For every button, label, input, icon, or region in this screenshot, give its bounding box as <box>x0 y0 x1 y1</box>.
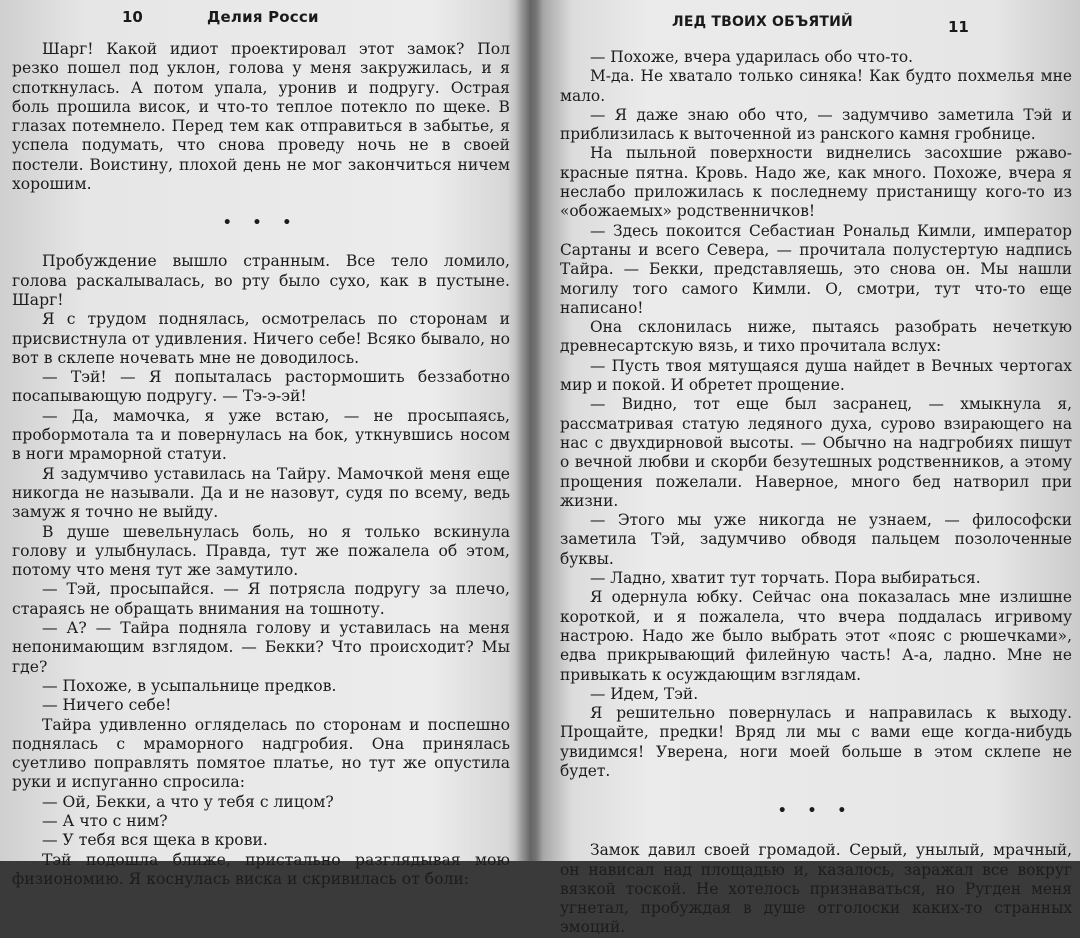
paragraph: — Идем, Тэй. <box>590 684 699 703</box>
paragraph: — Ой, Бекки, а что у тебя с лицом? <box>42 792 334 811</box>
paragraph-group <box>560 48 1072 781</box>
paragraph: Она склонилась ниже, пытаясь разобрать нечеткую древнесартскую вязь, и тихо прочитала вслух: <box>560 318 1072 356</box>
paragraph: Я задумчиво уставилась на Тайру. Мамочкой меня еще никогда не называли. Да и не назовут, судя по всему, ведь замуж я точно не выйду. <box>12 464 510 522</box>
paragraph: — Видно, тот еще был засранец, — хмыкнула я, рассматривая статую ледяного духа, сурово взирающего на нас с двухдирновой высоты. — Обычно на надгробиях пишут о вечной любви и скорби безутешных родственников, а этому прощения пожелали. Наверное, много бед натворил при жизни. <box>560 395 1072 510</box>
left-page-text <box>12 40 510 889</box>
right-page <box>560 0 1072 937</box>
paragraph: — Тэй, просыпайся. — Я потрясла подругу за плечо, стараясь не обращать внимания на тошноту. <box>12 580 510 618</box>
paragraph: — А? — Тайра подняла голову и уставилась на меня непонимающим взглядом. — Бекки? Что происходит? Мы где? <box>12 619 510 676</box>
paragraph: Тэй подошла ближе, пристально разглядывая мою физиономию. Я коснулась виска и скривилась от боли: <box>12 850 510 888</box>
left-page-header <box>12 4 510 30</box>
paragraph: — Ничего себе! <box>42 696 172 715</box>
section-break: • • • <box>777 803 855 820</box>
paragraph: — Я даже знаю обо что, — задумчиво заметила Тэй и приблизилась к выточенной из ранского камня гробнице. <box>560 105 1072 144</box>
book-gutter <box>515 0 543 861</box>
paragraph: Я решительно повернулась и направилась к выходу. Прощайте, предки! Вряд ли мы с вами еще когда-нибудь увидимся! Уверена, ноги моей больше в этом склепе не будет. <box>560 704 1072 780</box>
right-page-text <box>560 48 1072 938</box>
paragraph: Пробуждение вышло странным. Все тело ломило, голова раскалывалась, во рту было сухо, как в пустыне. Шарг! <box>12 252 510 309</box>
paragraph: Я с трудом поднялась, осмотрелась по сторонам и присвистнула от удивления. Ничего себе! Всяко бывало, но вот в склепе ночевать мне не доводилось. <box>12 310 510 367</box>
page-number: 11 <box>948 18 969 36</box>
paragraph: — У тебя вся щека в крови. <box>42 831 268 850</box>
running-header-title: ЛЕД ТВОИХ ОБЪЯТИЙ <box>672 14 853 30</box>
paragraph: Я одернула юбку. Сейчас она показалась мне излишне короткой, и я пожалела, что вчера поддалась игривому настрою. Надо же было выбрать этот «пояс с рюшечками», едва прикрывающий филейную часть! А-а, ладно. Мне не привыкать к осуждающим взглядам. <box>560 588 1072 684</box>
paragraph: На пыльной поверхности виднелись засохшие ржаво-красные пятна. Кровь. Надо же, как много. Похоже, вчера я неслабо приложилась к последнему пристанищу кого-то из «обожаемых» родственничков! <box>560 144 1072 221</box>
paragraph: — Тэй! — Я попыталась растормошить беззаботно посапывающую подругу. — Тэ-э-эй! <box>12 368 510 406</box>
section-break: • • • <box>222 215 300 232</box>
paragraph: — Пусть твоя мятущаяся душа найдет в Вечных чертогах мир и покой. И обретет прощение. <box>560 356 1072 395</box>
left-page <box>12 0 510 888</box>
paragraph: — Похоже, вчера ударилась обо что-то. <box>590 48 914 66</box>
paragraph: М-да. Не хватало только синяка! Как будто похмелья мне мало. <box>560 67 1072 105</box>
paragraph: В душе шевельнулась боль, но я только вскинула голову и улыбнулась. Правда, тут же пожалела об этом, потому что меня тут же замутило. <box>12 522 510 580</box>
paragraph: Тайра удивленно огляделась по сторонам и поспешно поднялась с мраморного надгробия. Она принялась суетливо поправлять помятое платье, но тут же опустила руки и испуганно спросила: <box>12 715 510 792</box>
paragraph: — Похоже, в усыпальнице предков. <box>42 676 337 695</box>
page-number: 10 <box>122 8 143 26</box>
paragraph: — Да, мамочка, я уже встаю, — не просыпаясь, пробормотала та и повернулась на бок, уткнувшись носом в ноги мраморной статуи. <box>12 406 510 464</box>
paragraph: Шарг! Какой идиот проектировал этот замок? Пол резко пошел под уклон, голова у меня закружилась, и я споткнулась. А потом упала, уронив и подругу. Острая боль прошила висок, и что-то теплое потекло по щеке. В глазах потемнело. Перед тем как отправиться в забытье, я успела подумать, что снова проведу ночь не в своей постели. Воистину, плохой день не мог закончиться ничем хорошим. <box>12 40 510 194</box>
paragraph: — Здесь покоится Себастиан Рональд Кимли, император Сартаны и всего Севера, — прочитала полустертую надпись Тайра. — Бекки, представляешь, это снова он. Мы нашли могилу того самого Кимли. О, смотри, тут что-то еще написано! <box>560 221 1072 317</box>
paragraph: — Ладно, хватит тут торчать. Пора выбираться. <box>590 569 981 588</box>
running-header-author: Делия Росси <box>207 8 319 26</box>
paragraph-group <box>12 40 510 194</box>
paragraph: Замок давил своей громадой. Серый, унылый, мрачный, он нависал над площадью и, казалось, заражал все вокруг вязкой тоской. Не хотелось признаваться, но Ругден меня угнетал, пробуждая в душе отголоски каких-то странных эмоций. <box>560 841 1072 937</box>
paragraph: — А что с ним? <box>42 811 168 830</box>
paragraph-group <box>560 841 1072 937</box>
right-page-header <box>560 4 1072 36</box>
paragraph: — Этого мы уже никогда не узнаем, — философски заметила Тэй, задумчиво обводя пальцем позолоченные буквы. <box>560 511 1072 568</box>
paragraph-group <box>12 252 510 889</box>
